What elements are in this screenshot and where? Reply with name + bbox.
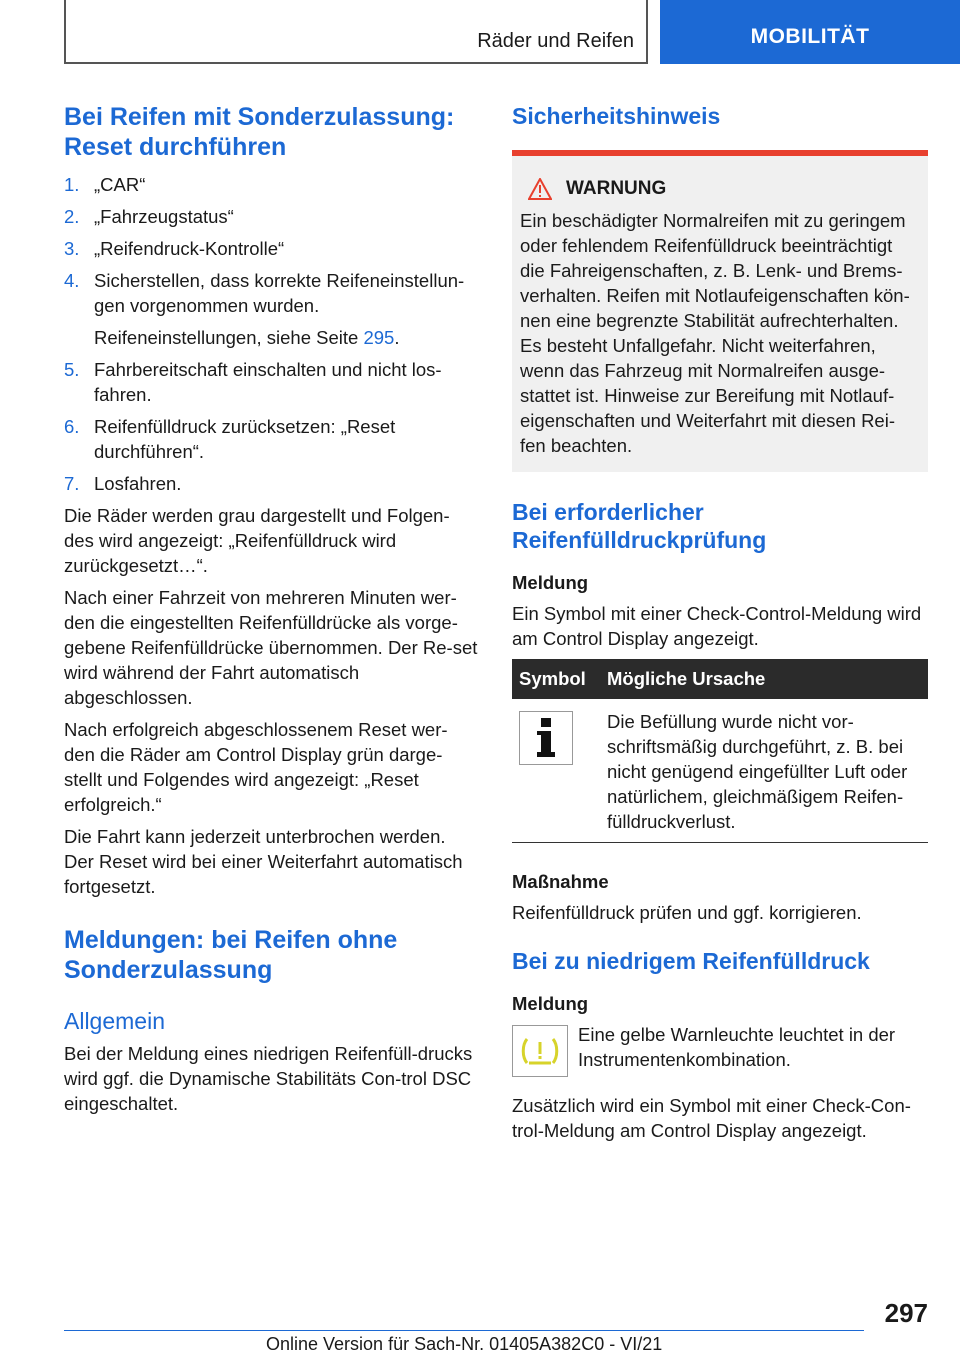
table-cell-symbol bbox=[512, 699, 600, 843]
footer-text: Online Version für Sach-Nr. 01405A382C0 - VI/21 bbox=[266, 1334, 663, 1354]
page-number: 297 bbox=[884, 1298, 928, 1328]
paragraph: Bei der Meldung eines niedrigen Reifenfüll-drucks wird ggf. die Dynamische Stabilitäts Con-trol DSC eingeschaltet. bbox=[64, 1043, 473, 1114]
step-note bbox=[94, 325, 478, 350]
header-section-title: Räder und Reifen bbox=[477, 30, 634, 52]
step-item bbox=[64, 204, 478, 229]
paragraph: Eine gelbe Warnleuchte leuchtet in der Instrumentenkombination. bbox=[578, 1024, 896, 1070]
footer-divider bbox=[64, 1330, 864, 1331]
step-text-wrap bbox=[94, 268, 478, 350]
table-cell-cause: Die Befüllung wurde nicht vor-schriftsmäßig durchgeführt, z. B. bei nicht genügend eingefüllter Luft oder natürlichem, gleichmäßigem Reifen-fülldruckverlust. bbox=[600, 699, 928, 843]
paragraph: Nach erfolgreich abgeschlossenem Reset wer-den die Räder am Control Display grün darge-stellt und Folgendes wird angezeigt: „Reset erfolgreich.“ bbox=[64, 719, 448, 815]
paragraph: Nach einer Fahrzeit von mehreren Minuten wer-den die eingestellten Reifenfülldrücke als vorge-gebene Reifenfülldrücke übernommen. Der Re-set wird während der Fahrt automatisch abgeschlossen. bbox=[64, 587, 478, 708]
step-text: „Reifendruck-Kontrolle“ bbox=[94, 238, 285, 259]
step-text: „Fahrzeugstatus“ bbox=[94, 206, 234, 227]
note-text: Reifeneinstellungen, siehe Seite bbox=[94, 327, 364, 348]
warning-box bbox=[512, 156, 928, 472]
step-item bbox=[64, 236, 478, 261]
meldung-label: Meldung bbox=[512, 993, 589, 1014]
right-column bbox=[512, 102, 928, 1150]
left-column bbox=[64, 102, 478, 1123]
header-chapter-tab[interactable]: MOBILITÄT bbox=[660, 0, 960, 64]
massnahme-label: Maßnahme bbox=[512, 871, 609, 892]
reset-steps-list bbox=[64, 172, 478, 496]
paragraph: Die Fahrt kann jederzeit unterbrochen werden. Der Reset wird bei einer Weiterfahrt automatisch fortgesetzt. bbox=[64, 826, 463, 897]
meldung-label: Meldung bbox=[512, 572, 589, 593]
table-row bbox=[512, 699, 928, 843]
step-item bbox=[64, 172, 478, 197]
paragraph: Die Räder werden grau dargestellt und Folgen-des wird angezeigt: „Reifenfülldruck wird zurückgesetzt…“. bbox=[64, 505, 450, 576]
step-text: „CAR“ bbox=[94, 174, 146, 195]
step-number: 1. bbox=[64, 174, 80, 195]
warning-heading bbox=[520, 178, 920, 200]
tpms-row bbox=[512, 1022, 928, 1079]
step-text: Fahrbereitschaft einschalten und nicht los-fahren. bbox=[94, 359, 442, 405]
step-number: 5. bbox=[64, 359, 80, 380]
info-icon bbox=[519, 711, 573, 765]
step-text: Sicherstellen, dass korrekte Reifeneinstellun-gen vorgenommen wurden. bbox=[94, 270, 465, 316]
warning-label: WARNUNG bbox=[566, 178, 667, 199]
safety-title: Sicherheitshinweis bbox=[512, 103, 721, 129]
note-suffix: . bbox=[394, 327, 400, 348]
step-text: Losfahren. bbox=[94, 473, 182, 494]
step-number: 6. bbox=[64, 416, 80, 437]
tpms-warning-icon bbox=[512, 1025, 568, 1077]
step-number: 7. bbox=[64, 473, 80, 494]
table-header-cause: Mögliche Ursache bbox=[600, 659, 928, 699]
paragraph: Ein Symbol mit einer Check-Control-Meldung wird am Control Display angezeigt. bbox=[512, 603, 922, 649]
step-item bbox=[64, 471, 478, 496]
step-number: 2. bbox=[64, 206, 80, 227]
section-title-meldungen: Meldungen: bei Reifen ohne Sonderzulassung bbox=[64, 926, 398, 984]
paragraph: Reifenfülldruck prüfen und ggf. korrigieren. bbox=[512, 902, 862, 923]
step-number: 3. bbox=[64, 238, 80, 259]
warning-triangle-icon bbox=[528, 178, 552, 200]
page-link[interactable]: 295 bbox=[363, 327, 395, 348]
paragraph: Zusätzlich wird ein Symbol mit einer Check-Con-trol-Meldung am Control Display angezeigt. bbox=[512, 1095, 911, 1141]
section-title-niedrig: Bei zu niedrigem Reifenfülldruck bbox=[512, 948, 870, 974]
step-number: 4. bbox=[64, 270, 80, 291]
step-item bbox=[64, 414, 478, 464]
section-title-reset: Bei Reifen mit Sonderzulassung: Reset durchführen bbox=[64, 103, 455, 161]
step-text: Reifenfülldruck zurücksetzen: „Reset durchführen“. bbox=[94, 416, 396, 462]
section-title-pruefung: Bei erforderlicher Reifenfülldruckprüfung bbox=[512, 499, 767, 553]
warning-text: Ein beschädigter Normalreifen mit zu geringem oder fehlendem Reifenfülldruck beeinträchtigt die Fahreigenschaften, z. B. Lenk- und Brems-verhalten. Reifen mit Notlaufeigenschaften kön-nen eine begrenzte Stabilität aufrechterhalten. Es besteht Unfallgefahr. Nicht weiterfahren, wenn das Fahrzeug mit Normalreifen ausge-stattet ist. Hinweise zur Bereifung mit Notlauf-eigenschaften und Weiterfahrt mit diesen Rei-fen beachten. bbox=[520, 210, 910, 456]
step-item bbox=[64, 357, 478, 407]
symbol-cause-table bbox=[512, 659, 928, 843]
table-header-symbol: Symbol bbox=[512, 659, 600, 699]
subsection-title-allgemein: Allgemein bbox=[64, 1008, 165, 1034]
step-item bbox=[64, 268, 478, 350]
